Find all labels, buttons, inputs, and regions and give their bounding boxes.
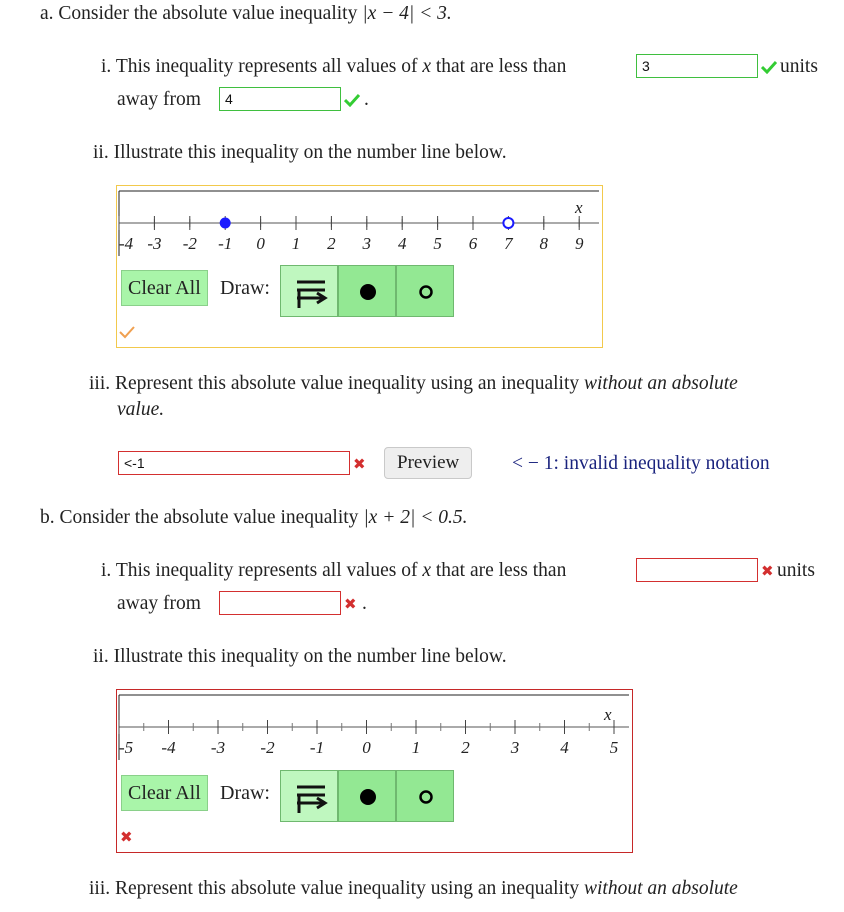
tick-labels <box>119 234 584 253</box>
part-b-away-text: away from <box>117 593 201 614</box>
tick-label: 2 <box>461 738 470 757</box>
tick-label: -1 <box>218 234 233 253</box>
tick-label: -2 <box>182 234 197 253</box>
filled-dot-icon <box>339 266 397 318</box>
tick-label: 6 <box>468 234 478 253</box>
draw-label: Draw: <box>220 782 270 804</box>
part-a-inequality: |x − 4| < 3. <box>362 3 452 24</box>
part-b-ii-label: ii. Illustrate this inequality on the number line below. <box>93 646 507 667</box>
axis-variable-label: x <box>575 198 583 217</box>
part-a-prompt: a. Consider the absolute value inequality |x − 4| < 3. <box>40 3 452 24</box>
tick-label: -1 <box>309 738 325 757</box>
tick-label: -4 <box>161 738 176 757</box>
x-mark-icon: ✖ <box>344 595 357 613</box>
draw-label: Draw: <box>220 277 270 299</box>
tick-label: 3 <box>362 234 372 253</box>
part-b-prompt: b. Consider the absolute value inequality |x + 2| < 0.5. <box>40 507 468 528</box>
part-a-center-input[interactable] <box>219 87 341 111</box>
tick-label: -3 <box>210 738 226 757</box>
part-b-center-input[interactable] <box>219 591 341 615</box>
part-b-period: . <box>362 593 367 614</box>
tick-labels <box>119 738 618 757</box>
tick-label: 3 <box>510 738 520 757</box>
open-point-tool-button[interactable] <box>396 265 454 317</box>
tick-label: 8 <box>539 234 549 253</box>
closed-point[interactable] <box>220 218 231 229</box>
tick-label: 5 <box>609 738 619 757</box>
tick-label: 0 <box>256 234 265 253</box>
part-a-period: . <box>364 89 369 110</box>
tick-label: 7 <box>504 234 513 253</box>
part-a-i-label: i. This inequality represents all values of x that are less than <box>101 56 567 77</box>
part-a-iii-label: iii. Represent this absolute value inequality using an inequality without an absolute <box>89 373 738 394</box>
tick-label: 5 <box>433 234 442 253</box>
tick-label: 1 <box>291 234 301 253</box>
ray-tool-button[interactable] <box>280 770 338 822</box>
preview-feedback: < − 1: invalid inequality notation <box>512 453 770 474</box>
part-a-iii-label-cont: value. <box>117 399 165 420</box>
partial-check-icon <box>119 325 135 339</box>
ray-tool-icon <box>281 266 339 318</box>
tick-label: 0 <box>362 738 371 757</box>
part-b-number-line[interactable] <box>117 690 631 765</box>
closed-point-tool-button[interactable] <box>338 770 396 822</box>
preview-button[interactable]: Preview <box>384 447 472 479</box>
check-icon <box>344 93 360 107</box>
axis-variable-label: x <box>604 705 612 724</box>
x-mark-icon: ✖ <box>353 455 366 473</box>
part-a-distance-input[interactable] <box>636 54 758 78</box>
open-dot-icon <box>397 771 455 823</box>
x-mark-icon: ✖ <box>761 562 774 580</box>
check-icon <box>761 60 777 74</box>
part-a-away-text: away from <box>117 89 201 110</box>
part-b-iii-label: iii. Represent this absolute value inequality using an inequality without an absolute <box>89 878 738 899</box>
tick-label: -5 <box>119 738 134 757</box>
part-b-inequality: |x + 2| < 0.5. <box>363 507 468 528</box>
tick-label: 1 <box>411 738 421 757</box>
filled-dot-icon <box>339 771 397 823</box>
tick-label: -2 <box>260 738 275 757</box>
tick-label: 2 <box>327 234 336 253</box>
clear-all-button[interactable]: Clear All <box>121 775 208 811</box>
tick-label: 4 <box>560 738 569 757</box>
part-b-i-label: i. This inequality represents all values of x that are less than <box>101 560 567 581</box>
ray-tool-icon <box>281 771 339 823</box>
part-a-ii-label: ii. Illustrate this inequality on the number line below. <box>93 142 507 163</box>
part-b-units-text: units <box>777 560 815 581</box>
open-point-tool-button[interactable] <box>396 770 454 822</box>
open-dot-icon <box>397 266 455 318</box>
part-b-distance-input[interactable] <box>636 558 758 582</box>
closed-point-tool-button[interactable] <box>338 265 396 317</box>
tick-label: -3 <box>147 234 162 253</box>
x-mark-icon: ✖ <box>120 828 133 846</box>
tick-label: 4 <box>397 234 407 253</box>
part-a-inequality-input[interactable] <box>118 451 350 475</box>
part-a-number-line[interactable] <box>117 186 601 261</box>
ray-tool-button[interactable] <box>280 265 338 317</box>
part-a-units-text: units <box>780 56 818 77</box>
tick-label: -4 <box>119 234 134 253</box>
clear-all-button[interactable]: Clear All <box>121 270 208 306</box>
open-point[interactable] <box>503 218 513 228</box>
tick-label: 9 <box>574 234 584 253</box>
